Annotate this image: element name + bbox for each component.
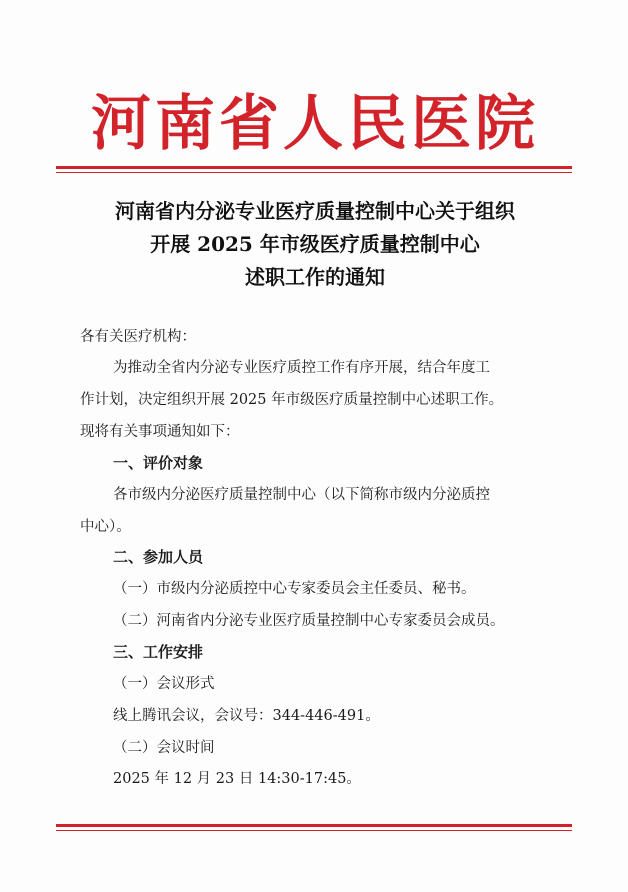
section1-line-1: 各市级内分泌医疗质量控制中心（以下简称市级内分泌质控 — [113, 487, 490, 503]
section-heading-evaluation-target: 一、评价对象 — [113, 454, 204, 472]
meeting-time-heading: （二）会议时间 — [113, 740, 215, 756]
notice-title-line-1: 河南省内分泌专业医疗质量控制中心关于组织 — [115, 199, 515, 223]
masthead-divider-thin — [56, 172, 572, 173]
section-heading-participants: 二、参加人员 — [113, 548, 204, 566]
masthead-title: 河南省人民医院 — [91, 89, 539, 159]
meeting-format-text: 线上腾讯会议，会议号：344-446-491。 — [113, 708, 380, 724]
notice-title-line-2: 开展 2025 年市级医疗质量控制中心 — [150, 232, 480, 256]
section1-line-2: 中心）。 — [80, 519, 131, 535]
footer-divider-thin — [56, 830, 572, 831]
intro-line-1: 为推动全省内分泌专业医疗质控工作有序开展，结合年度工 — [113, 360, 490, 376]
notice-title-line-3: 述职工作的通知 — [245, 265, 385, 289]
meeting-time-text: 2025 年 12 月 23 日 14:30-17:45。 — [113, 771, 361, 787]
footer-divider-thick — [56, 824, 572, 827]
participants-item-1: （一）市级内分泌质控中心专家委员会主任委员、秘书。 — [113, 581, 476, 597]
salutation: 各有关医疗机构： — [80, 329, 196, 345]
meeting-format-heading: （一）会议形式 — [113, 676, 215, 692]
section-heading-work-arrangement: 三、工作安排 — [113, 643, 204, 661]
participants-item-2: （二）河南省内分泌专业医疗质量控制中心专家委员会成员。 — [113, 613, 505, 629]
masthead-divider-thick — [56, 166, 572, 169]
intro-line-2: 作计划，决定组织开展 2025 年市级医疗质量控制中心述职工作。 — [80, 392, 504, 408]
intro-line-3: 现将有关事项通知如下： — [80, 424, 240, 440]
